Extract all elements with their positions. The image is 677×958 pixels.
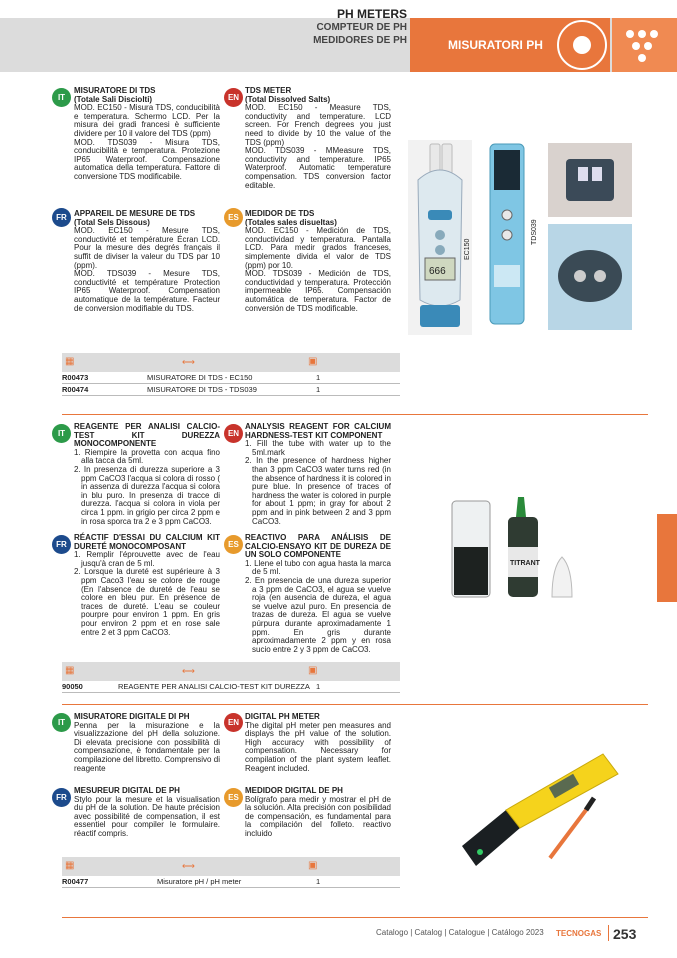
product-table-3	[62, 857, 400, 888]
product-table-2	[62, 662, 400, 693]
footer-separator	[608, 925, 609, 941]
ph-it-block	[74, 713, 220, 773]
header-title-en: PH METERS	[336, 7, 407, 21]
quantity-column-icon: ▣	[308, 665, 318, 676]
tds-en-title: TDS METER	[245, 86, 292, 95]
header-title-es: MEDIDORES DE PH	[313, 35, 407, 46]
tds-es-subtitle: (Totales sales disueltas)	[245, 217, 337, 227]
section-divider	[62, 414, 648, 415]
ph-es-text: Bolígrafo para medir y mostrar el pH de la solución. Alta precisión con posibilidad de compensación, es fundamental para la compilación del folleto. reactivo incluido	[245, 794, 391, 838]
tds-it-title: MISURATORE DI TDS	[74, 86, 156, 95]
ph-it-title: MISURATORE DIGITALE DI PH	[74, 712, 190, 721]
tds-it-text: MOD. EC150 - Misura TDS, conducibilità e temperatura. Schermo LCD. Per la misura dei gradi francesi è sufficiente dividere per 10 il valore del TDS (ppm)	[74, 103, 220, 138]
ec150-label: EC150	[464, 238, 471, 260]
tds-en-block	[245, 87, 391, 190]
sunburst-logo-icon	[557, 20, 607, 70]
tds039-meter-image	[484, 140, 544, 330]
titrant-label: TITRANT	[510, 560, 540, 567]
quantity-column-icon: ▣	[308, 860, 318, 871]
footer-brand-logo: TECNOGAS	[556, 929, 602, 938]
description-column-icon: ⟷	[182, 861, 195, 871]
flag-en-icon: EN	[224, 424, 243, 443]
flag-fr-icon: FR	[52, 208, 71, 227]
flag-fr-icon: FR	[52, 535, 71, 554]
ph-es-block	[245, 787, 391, 839]
svg-text:666: 666	[429, 266, 446, 277]
calcium-fr-block: RÉACTIF D'ESSAI DU CALCIUM KIT DURETÉ MONOCOMPOSANT 1. Remplir l'éprouvette avec de l'eau jusqu'à cran de 5 ml. 2. Lorsque la dureté est supérieure à 3 ppm Caco3 l'eau se colore de rouge (En l'absence de dureté de l'eau se colore en bleu pur. En présence de traces de dureté. L'eau se couleur pourpre pour environ 1 ppm. En gris pour environ 2 ppm et en rose sale entre 2 et 3 ppm CaCO3.	[74, 533, 220, 637]
tds-es-title: MEDIDOR DE TDS	[245, 209, 315, 218]
tds-it-block	[74, 87, 220, 182]
header-title-fr: COMPTEUR DE PH	[316, 22, 407, 33]
tds-it-subtitle: (Totale Sali Disciolti)	[74, 94, 153, 104]
tds-en-text2: MOD. TDS039 - MMeasure TDS, conductivity and temperature. IP65 Waterproof. Automatic temperature compensation. TDS conversion factor editable.	[245, 146, 391, 190]
tds-fr-title: APPAREIL DE MESURE DE TDS	[74, 209, 196, 218]
connector-detail-image	[548, 143, 632, 217]
description-column-icon: ⟷	[182, 357, 195, 367]
flag-it-icon: IT	[52, 88, 71, 107]
ph-fr-block	[74, 787, 220, 839]
flag-en-icon: EN	[224, 88, 243, 107]
ec150-meter-image	[400, 140, 480, 335]
section-title: MISURATORI PH	[448, 38, 543, 52]
calcium-es-block: REACTIVO PARA ANÁLISIS DE CALCIO-ENSAYO KIT DE DUREZA DE UN SOLO COMPONENTE 1. Llene el tubo con agua hasta la marca de 5 ml. 2. En presencia de una dureza superior a 3 ppm de CaCO3, el agua se vuelve roja (en ausencia de dureza, el agua se vuelve azul puro. En presencia de trazas de dureza. El agua se vuelve púrpura durante aproximadamente 1 ppm. En gris durante aproximadamente 2 ppm y en rosa sucio entre 2 y 3 ppm de CaCO3.	[245, 533, 391, 654]
table-row: R00473 MISURATORE DI TDS - EC150 1	[62, 372, 400, 384]
table-row: 90050 REAGENTE PER ANALISI CALCIO-TEST KIT DUREZZA 1	[62, 681, 400, 693]
dots-logo-icon	[612, 18, 677, 72]
tds-es-text2: MOD. TDS039 - Medición de TDS, conductividad y temperatura. Protección impermeable IP65. Compensación automática de temperatura. Factor de conversión de TDS modificable.	[245, 269, 391, 313]
probe-detail-image	[548, 224, 632, 330]
section-divider	[62, 704, 648, 705]
tds-en-subtitle: (Total Dissolved Salts)	[245, 94, 331, 104]
tds-es-text: MOD. EC150 - Medición de TDS, conductividad y temperatura. Pantalla LCD. Para medir grados franceses, simplemente divida el valor de TDS (ppm) por 10.	[245, 226, 391, 270]
table-header-bar	[62, 353, 400, 372]
flag-es-icon: ES	[224, 535, 243, 554]
ph-es-title: MEDIDOR DIGITAL DE PH	[245, 786, 343, 795]
page-number: 253	[613, 926, 637, 942]
calcium-es-title: REACTIVO PARA ANÁLISIS DE CALCIO-ENSAYO KIT DE DUREZA DE UN SOLO COMPONENTE	[245, 533, 391, 560]
flag-es-icon: ES	[224, 788, 243, 807]
calcium-it-title: REAGENTE PER ANALISI CALCIO-TEST KIT DUREZZA MONOCOMPONENTE	[74, 422, 220, 449]
table-row: R00477 Misuratore pH / pH meter 1	[62, 876, 400, 888]
tds-es-block	[245, 210, 391, 313]
calcium-en-block: ANALYSIS REAGENT FOR CALCIUM HARDNESS-TEST KIT COMPONENT 1. Fill the tube with water up to the 5ml.mark 2. In the presence of hardness higher than 3 ppm CaCO3 water turns red (in the absence of hardness it is colored in pure blue. In presence of traces of hardness the water is colored in purple for about 1 ppm; in gray for about 2 ppm and in pink between 2 and 3 ppm CaCO3.	[245, 422, 391, 526]
flag-it-icon: IT	[52, 424, 71, 443]
tds-en-text: MOD. EC150 - Measure TDS, conductivity and temperature. LCD screen. For French degrees you just need to divide by 10 the value of the TDS (ppm)	[245, 103, 391, 147]
ph-fr-text: Stylo pour la mesure et la visualisation du pH de la solution. De haute précision avec possibilité de compensation, il est essentiel pour compiler le formulaire. réactif compris.	[74, 794, 220, 838]
footer-divider	[62, 917, 648, 918]
flag-en-icon: EN	[224, 713, 243, 732]
ph-meter-image	[458, 748, 643, 873]
table-header-bar	[62, 857, 400, 876]
ph-en-title: DIGITAL PH METER	[245, 712, 320, 721]
calcium-fr-title: RÉACTIF D'ESSAI DU CALCIUM KIT DURETÉ MONOCOMPOSANT	[74, 533, 220, 551]
reagent-kit-image	[440, 487, 590, 607]
tds039-label: TDS039	[531, 219, 538, 245]
ph-en-block	[245, 713, 391, 773]
calcium-en-title: ANALYSIS REAGENT FOR CALCIUM HARDNESS-TEST KIT COMPONENT	[245, 422, 391, 440]
tds-fr-text: MOD. EC150 - Mesure TDS, conductivité et température Écran LCD. Pour la mesure des degrés français il suffit de diviser la valeur du TDS par 10 (ppm).	[74, 226, 220, 270]
product-table-1	[62, 353, 400, 396]
ph-en-text: The digital pH meter pen measures and displays the pH value of the solution. High accuracy with possibility of compensation. Necessary for compilation of the plant system leaflet. Reagent included.	[245, 720, 391, 773]
side-tab-marker	[657, 514, 677, 602]
flag-fr-icon: FR	[52, 788, 71, 807]
code-column-icon: ▦	[65, 860, 75, 871]
tds-fr-text2: MOD. TDS039 - Mesure TDS, conductivité et température Protection IP65 Waterproof. Compensation automatique de la température. Facteur de conversion modifiable du TDS.	[74, 269, 220, 313]
tds-fr-subtitle: (Total Sels Dissous)	[74, 217, 150, 227]
flag-es-icon: ES	[224, 208, 243, 227]
code-column-icon: ▦	[65, 665, 75, 676]
tds-fr-block	[74, 210, 220, 313]
ph-fr-title: MESUREUR DIGITAL DE PH	[74, 786, 180, 795]
calcium-it-block: REAGENTE PER ANALISI CALCIO-TEST KIT DUREZZA MONOCOMPONENTE 1. Riempire la provetta con acqua fino alla tacca da 5ml. 2. In presenza di durezza superiore a 3 ppm CaCO3 l'acqua si colora di rosso ( in assenza di durezza l'acqua si colora in blu puro. In presenza di tracce di durezza. l'acqua si colora in viola per circa 1 ppm. in grigio per circa 2 ppm e in rosa sporca tra 2 e 3 ppm CaCO3.	[74, 422, 220, 526]
flag-it-icon: IT	[52, 713, 71, 732]
footer-catalog: Catalogo | Catalog | Catalogue | Catálogo 2023	[376, 928, 544, 937]
header-titles	[313, 8, 407, 47]
tds-it-text2: MOD. TDS039 - Misura TDS, conducibilità e temperatura. Protezione IP65 Waterproof. Compensazione automatica della temperatura. Fattore di conversione TDS modificabile.	[74, 137, 220, 181]
code-column-icon: ▦	[65, 356, 75, 367]
quantity-column-icon: ▣	[308, 356, 318, 367]
table-header-bar	[62, 662, 400, 681]
description-column-icon: ⟷	[182, 666, 195, 676]
table-row: R00474 MISURATORE DI TDS - TDS039 1	[62, 384, 400, 396]
ph-it-text: Penna per la misurazione e la visualizzazione del pH della soluzione. Di elevata precisione con possibilità di compensazione, è fondamentale per la compilazione del libretto. Comprensivo di reagente	[74, 720, 220, 773]
